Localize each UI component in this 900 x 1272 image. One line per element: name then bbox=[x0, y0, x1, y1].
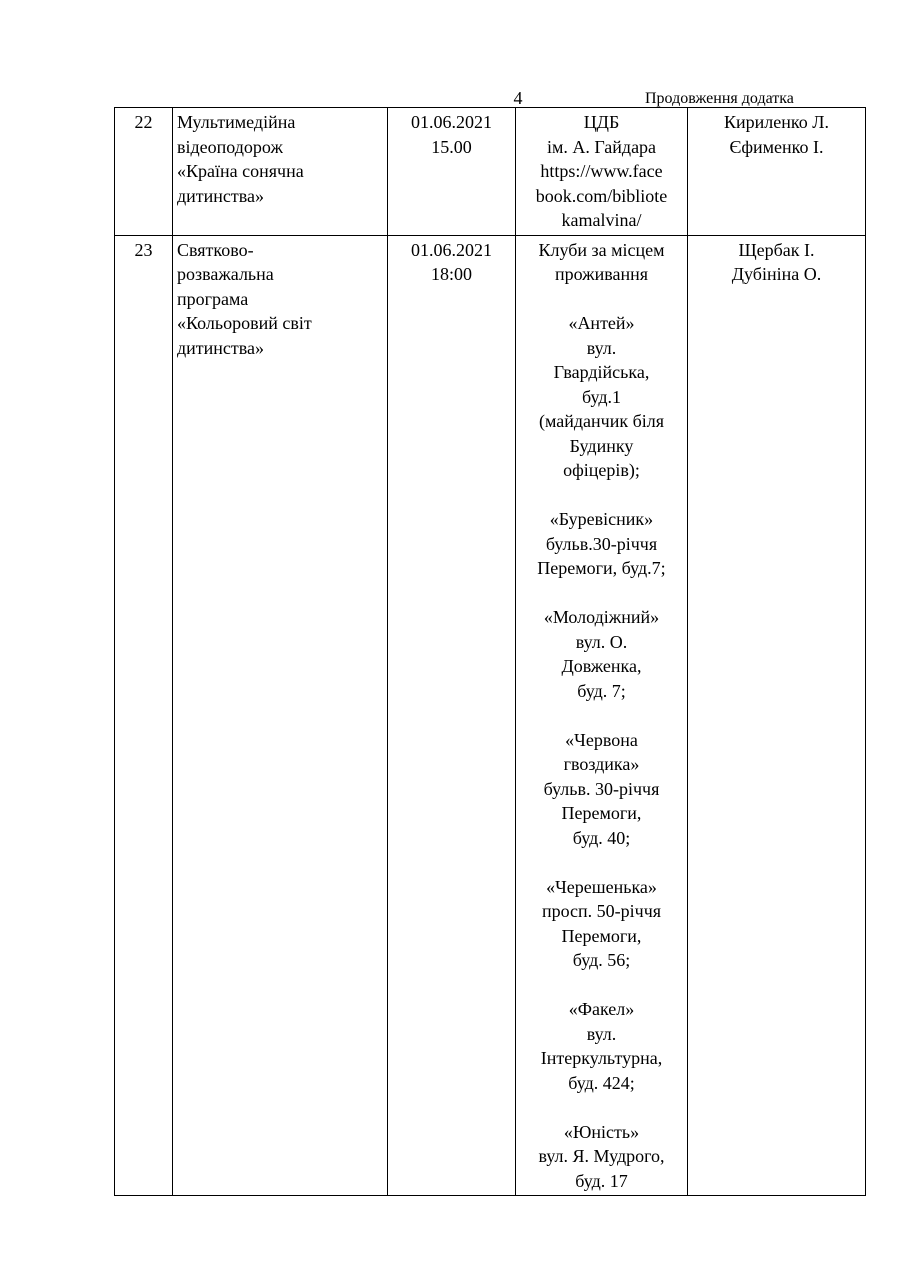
responsible-person: Єфименко І. bbox=[729, 136, 824, 157]
club-name: гвоздика» bbox=[563, 754, 640, 774]
club-entry-antei bbox=[520, 311, 683, 483]
club-address-line: буд. 424; bbox=[568, 1072, 635, 1093]
event-line: Святково- bbox=[177, 239, 254, 260]
event-datetime bbox=[388, 108, 516, 236]
table-row bbox=[115, 235, 866, 1196]
event-responsible bbox=[688, 108, 866, 236]
event-place bbox=[516, 235, 688, 1196]
event-line: «Кольоровий світ bbox=[177, 313, 312, 333]
event-place bbox=[516, 108, 688, 236]
club-address-line: Інтеркультурна, bbox=[540, 1048, 663, 1068]
club-address-line: вул. bbox=[586, 337, 617, 358]
club-address-line: офіцерів); bbox=[563, 460, 640, 480]
place-line: ім. А. Гайдара bbox=[546, 136, 657, 157]
event-line: «Країна сонячна bbox=[177, 161, 304, 181]
club-entry-molodizhnyi bbox=[520, 605, 683, 703]
club-name: «Червона bbox=[565, 729, 638, 750]
club-name: «Молодіжний» bbox=[543, 607, 660, 627]
club-address-line: буд. 17 bbox=[575, 1170, 628, 1191]
place-line: проживання bbox=[554, 264, 649, 284]
club-entry-yunist bbox=[520, 1120, 683, 1194]
club-address-line: вул. О. bbox=[575, 631, 628, 652]
event-time: 15.00 bbox=[431, 136, 472, 157]
club-name: «Буревісник» bbox=[549, 509, 654, 529]
place-line: https://www.face bbox=[540, 161, 663, 181]
club-name: «Антей» bbox=[568, 313, 635, 333]
club-address-line: вул. Я. Мудрого, bbox=[538, 1146, 665, 1166]
table-row bbox=[115, 108, 866, 236]
club-address-line: Будинку bbox=[569, 435, 634, 456]
events-table bbox=[114, 107, 866, 1196]
event-line: розважальна bbox=[177, 264, 274, 284]
club-address-line: вул. bbox=[586, 1023, 617, 1044]
place-line: Клуби за місцем bbox=[538, 239, 665, 260]
club-entry-chervona-hvozdyka bbox=[520, 728, 683, 851]
place-line: book.com/bibliote bbox=[535, 185, 668, 206]
place-line: ЦДБ bbox=[583, 112, 620, 132]
place-intro bbox=[520, 238, 683, 287]
event-line: Мультимедійна bbox=[177, 112, 296, 132]
row-number: 22 bbox=[115, 108, 173, 236]
responsible-person: Кириленко Л. bbox=[724, 112, 829, 132]
event-name bbox=[173, 235, 388, 1196]
event-line: програма bbox=[177, 288, 249, 309]
event-date: 01.06.2021 bbox=[411, 239, 492, 260]
club-name: «Факел» bbox=[568, 999, 635, 1019]
row-number: 23 bbox=[115, 235, 173, 1196]
club-address-line: (майданчик біля bbox=[538, 411, 664, 431]
page-number: 4 bbox=[513, 88, 523, 108]
club-address-line: буд. 56; bbox=[572, 950, 631, 970]
club-address-line: Довженка, bbox=[561, 656, 642, 676]
responsible-person: Щербак І. bbox=[738, 239, 815, 260]
event-line: дитинства» bbox=[177, 337, 265, 358]
event-date: 01.06.2021 bbox=[411, 112, 492, 132]
club-address-line: бульв.30-річчя bbox=[545, 533, 658, 554]
club-address-line: Перемоги, bbox=[561, 803, 642, 823]
event-name bbox=[173, 108, 388, 236]
club-address-line: буд. 40; bbox=[572, 827, 631, 848]
club-entry-chereshenka bbox=[520, 875, 683, 973]
club-address-line: Перемоги, bbox=[561, 925, 642, 946]
club-list bbox=[520, 311, 683, 1193]
club-address-line: буд.1 bbox=[582, 386, 621, 407]
club-address-line: Гвардійська, bbox=[553, 362, 650, 382]
club-address-line: Перемоги, буд.7; bbox=[537, 558, 666, 578]
club-address-line: бульв. 30-річчя bbox=[543, 778, 660, 799]
club-name: «Юність» bbox=[563, 1121, 640, 1142]
club-name: «Черешенька» bbox=[546, 876, 657, 897]
club-address-line: просп. 50-річчя bbox=[541, 901, 662, 921]
club-entry-fakel bbox=[520, 997, 683, 1095]
club-address-line: буд. 7; bbox=[577, 680, 626, 701]
event-time: 18:00 bbox=[430, 264, 472, 284]
responsible-person: Дубініна О. bbox=[731, 264, 822, 284]
event-line: відеоподорож bbox=[177, 136, 283, 157]
continuation-label: Продовження додатка bbox=[645, 90, 794, 107]
event-responsible bbox=[688, 235, 866, 1196]
club-entry-burevisnyk bbox=[520, 507, 683, 581]
place-line: kamalvina/ bbox=[561, 210, 642, 230]
event-datetime bbox=[388, 235, 516, 1196]
event-line: дитинства» bbox=[177, 185, 265, 206]
